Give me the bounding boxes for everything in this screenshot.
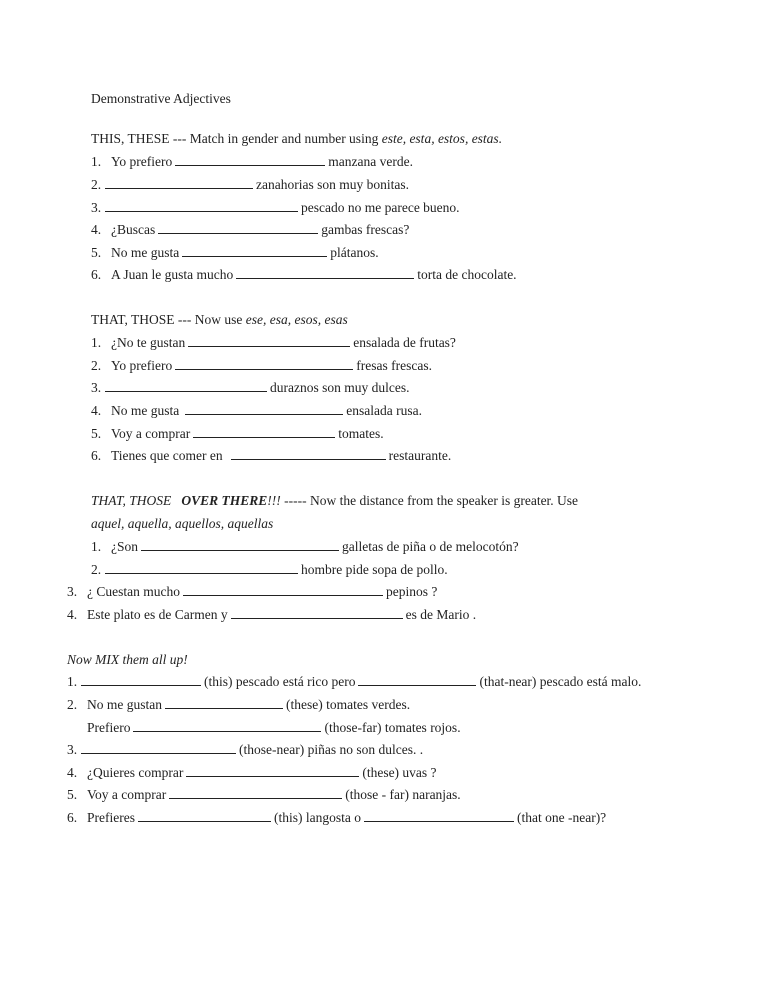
- answer-blank[interactable]: [158, 221, 318, 234]
- heading-text: ----- Now the distance from the speaker is greater. Use: [280, 493, 579, 508]
- item-number: 5.: [91, 245, 102, 260]
- item-prefix: A Juan le gusta mucho: [111, 267, 234, 282]
- answer-blank[interactable]: [231, 447, 386, 460]
- answer-blank[interactable]: [105, 199, 298, 212]
- exercise-item: [91, 379, 409, 397]
- item-suffix: manzana verde.: [328, 154, 413, 169]
- item-prefix: Yo prefiero: [111, 154, 173, 169]
- item-suffix: (those-far) tomates rojos.: [324, 720, 461, 735]
- item-number: 4.: [91, 403, 102, 418]
- exercise-item: [67, 786, 461, 804]
- item-number: 1.: [91, 335, 102, 350]
- worksheet-title: Demonstrative Adjectives: [91, 91, 231, 106]
- exercise-item: [67, 764, 437, 782]
- exercise-item-continued: [87, 719, 461, 737]
- exercise-item: [91, 244, 379, 262]
- item-prefix: No me gusta: [111, 245, 180, 260]
- item-number: 1.: [91, 154, 102, 169]
- heading-forms: este, esta, estos, estas.: [381, 131, 503, 146]
- answer-blank[interactable]: [105, 379, 267, 392]
- heading-exclaim: !!!: [267, 493, 281, 508]
- item-prefix: Prefiero: [87, 720, 131, 735]
- item-number: 5.: [91, 426, 102, 441]
- item-prefix: ¿Buscas: [111, 222, 156, 237]
- item-middle: (this) pescado está rico pero: [204, 674, 356, 689]
- item-suffix: (that-near) pescado está malo.: [479, 674, 642, 689]
- exercise-item: [91, 402, 422, 420]
- item-number: 3.: [91, 380, 102, 395]
- item-prefix: Voy a comprar: [111, 426, 191, 441]
- item-prefix: No me gustan: [87, 697, 162, 712]
- item-suffix: (these) uvas ?: [362, 765, 437, 780]
- item-number: 2.: [91, 177, 102, 192]
- heading-text: THIS, THESE --- Match in gender and number using: [91, 131, 382, 146]
- item-suffix: torta de chocolate.: [417, 267, 517, 282]
- item-suffix: pepinos ?: [385, 584, 438, 599]
- answer-blank[interactable]: [188, 334, 350, 347]
- exercise-item: [91, 538, 519, 556]
- item-number: 4.: [67, 765, 78, 780]
- item-suffix: gambas frescas?: [321, 222, 410, 237]
- exercise-item: [67, 809, 606, 827]
- section-this-these-heading: [91, 130, 502, 148]
- item-suffix: zanahorias son muy bonitas.: [256, 177, 409, 192]
- answer-blank[interactable]: [231, 606, 403, 619]
- answer-blank[interactable]: [165, 696, 283, 709]
- item-suffix: duraznos son muy dulces.: [270, 380, 410, 395]
- heading-forms: ese, esa, esos, esas: [245, 312, 348, 327]
- item-number: 2.: [91, 562, 102, 577]
- item-number: 3.: [67, 584, 78, 599]
- answer-blank[interactable]: [133, 719, 321, 732]
- item-prefix: Prefieres: [87, 810, 135, 825]
- answer-blank[interactable]: [105, 176, 253, 189]
- exercise-item: [67, 696, 410, 714]
- exercise-item: [67, 606, 476, 624]
- heading-over-there: OVER THERE: [181, 493, 268, 508]
- heading-text: THAT, THOSE --- Now use: [91, 312, 246, 327]
- exercise-item: [91, 425, 384, 443]
- answer-blank[interactable]: [186, 764, 359, 777]
- answer-blank[interactable]: [183, 583, 383, 596]
- item-suffix: ensalada rusa.: [346, 403, 422, 418]
- answer-blank[interactable]: [175, 153, 325, 166]
- item-suffix: restaurante.: [388, 448, 452, 463]
- item-suffix: (these) tomates verdes.: [286, 697, 411, 712]
- exercise-item: [91, 199, 460, 217]
- section-over-there-forms: [91, 515, 273, 533]
- item-number: 5.: [67, 787, 78, 802]
- answer-blank[interactable]: [182, 244, 327, 257]
- exercise-item: [91, 176, 409, 194]
- item-suffix: galletas de piña o de melocotón?: [342, 539, 519, 554]
- exercise-item: [67, 673, 641, 691]
- answer-blank[interactable]: [193, 425, 335, 438]
- item-suffix: tomates.: [338, 426, 384, 441]
- item-number: 3.: [67, 742, 78, 757]
- exercise-item: [91, 357, 432, 375]
- answer-blank[interactable]: [81, 673, 201, 686]
- exercise-item: [91, 153, 413, 171]
- answer-blank[interactable]: [364, 809, 514, 822]
- item-suffix: (those - far) naranjas.: [345, 787, 461, 802]
- item-prefix: Yo prefiero: [111, 358, 173, 373]
- answer-blank[interactable]: [185, 402, 343, 415]
- item-middle: (this) langosta o: [273, 810, 361, 825]
- section-over-there-heading: [91, 492, 578, 510]
- item-prefix: ¿No te gustan: [111, 335, 186, 350]
- item-suffix: plátanos.: [330, 245, 379, 260]
- item-number: 4.: [91, 222, 102, 237]
- item-number: 1.: [91, 539, 102, 554]
- item-prefix: Voy a comprar: [87, 787, 167, 802]
- item-number: 3.: [91, 200, 102, 215]
- exercise-item: [91, 561, 448, 579]
- answer-blank[interactable]: [236, 266, 414, 279]
- answer-blank[interactable]: [81, 741, 236, 754]
- item-suffix: (that one -near)?: [516, 810, 607, 825]
- item-number: 4.: [67, 607, 78, 622]
- item-number: 6.: [91, 448, 102, 463]
- item-suffix: (those-near) piñas no son dulces. .: [239, 742, 424, 757]
- item-suffix: hombre pide sopa de pollo.: [301, 562, 448, 577]
- item-prefix: ¿Son: [111, 539, 138, 554]
- item-number: 6.: [67, 810, 78, 825]
- exercise-item: [91, 334, 456, 352]
- exercise-item: [67, 741, 423, 759]
- section-that-those-heading: [91, 311, 348, 329]
- item-prefix: ¿ Cuestan mucho: [87, 584, 180, 599]
- answer-blank[interactable]: [138, 809, 271, 822]
- answer-blank[interactable]: [175, 357, 353, 370]
- heading-that-those: THAT, THOSE: [91, 493, 172, 508]
- item-prefix: Este plato es de Carmen y: [87, 607, 228, 622]
- item-prefix: No me gusta: [111, 403, 180, 418]
- exercise-item: [91, 447, 451, 465]
- item-suffix: pescado no me parece bueno.: [301, 200, 460, 215]
- item-suffix: fresas frescas.: [356, 358, 432, 373]
- item-number: 2.: [67, 697, 78, 712]
- answer-blank[interactable]: [141, 538, 339, 551]
- exercise-item: [91, 221, 409, 239]
- exercise-item: [91, 266, 517, 284]
- item-suffix: ensalada de frutas?: [353, 335, 456, 350]
- heading-forms: aquel, aquella, aquellos, aquellas: [91, 516, 274, 531]
- item-number: 2.: [91, 358, 102, 373]
- answer-blank[interactable]: [169, 786, 342, 799]
- item-number: 6.: [91, 267, 102, 282]
- answer-blank[interactable]: [105, 561, 298, 574]
- heading-text: Now MIX them all up!: [67, 652, 188, 667]
- item-suffix: es de Mario .: [405, 607, 477, 622]
- section-mix-heading: [67, 651, 188, 669]
- item-number: 1.: [67, 674, 78, 689]
- answer-blank[interactable]: [358, 673, 476, 686]
- exercise-item: [67, 583, 437, 601]
- item-prefix: Tienes que comer en: [111, 448, 223, 463]
- item-prefix: ¿Quieres comprar: [87, 765, 184, 780]
